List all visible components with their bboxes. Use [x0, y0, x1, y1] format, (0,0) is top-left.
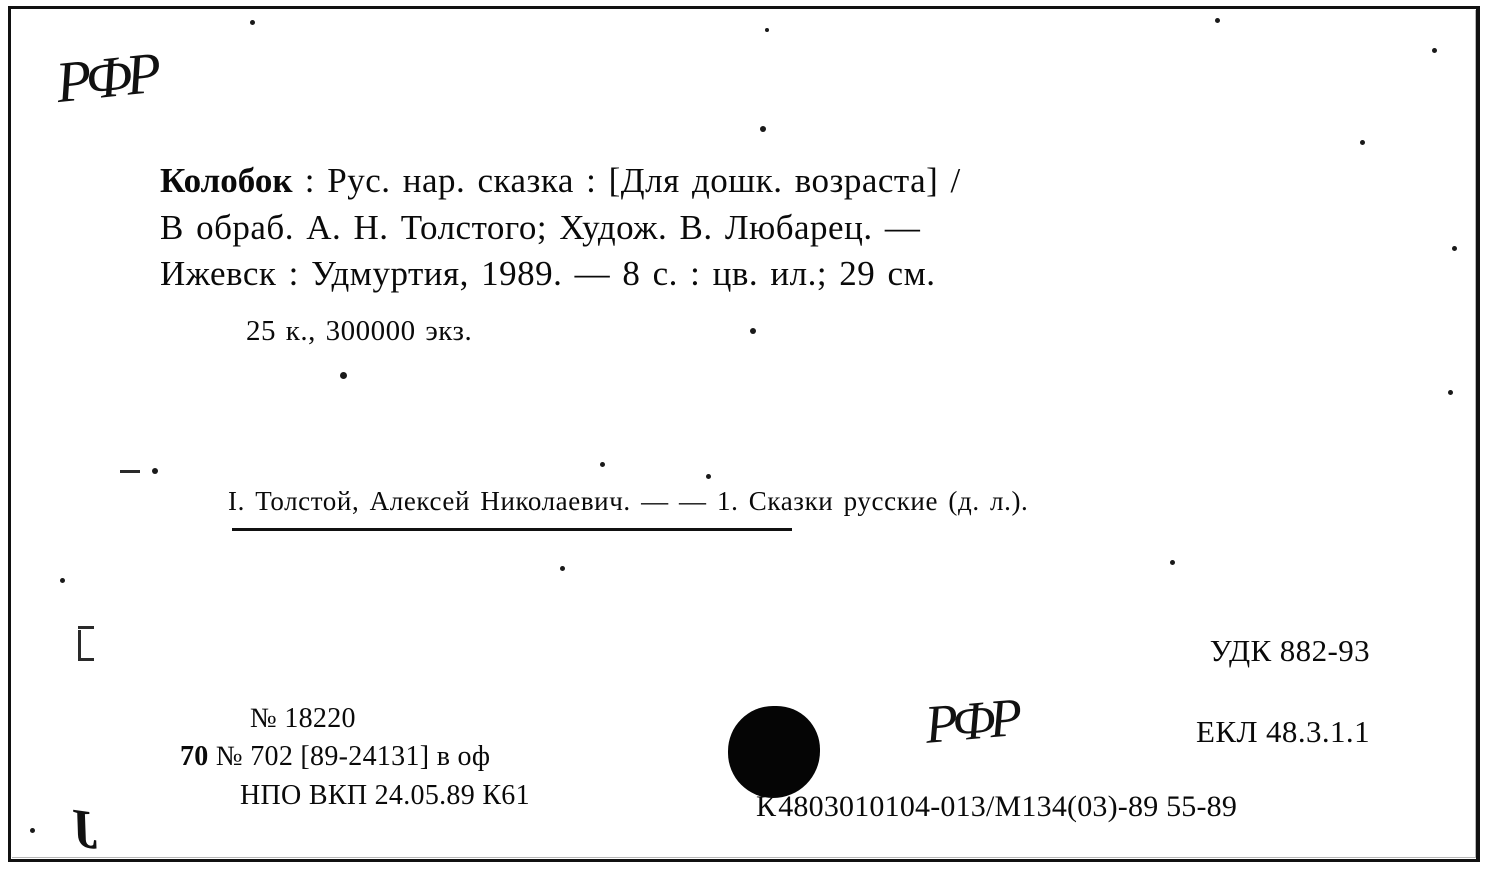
handwritten-mark-top: PФP	[52, 39, 159, 116]
publisher-code-line	[756, 790, 1237, 824]
scan-speck	[60, 578, 65, 583]
scan-speck	[600, 462, 605, 467]
scan-speck	[1360, 140, 1365, 145]
imprint-line-2-rest: № 702 [89-24131] в оф	[208, 741, 491, 773]
handwritten-mark-middle: PФP	[922, 687, 1019, 755]
ink-blob-stamp	[728, 706, 820, 798]
book-title: Колобок	[160, 161, 293, 200]
biblio-line-1	[160, 158, 1360, 205]
book-title-statement: : Рус. нар. сказка : [Для дошк. возраста] /	[292, 161, 961, 200]
bibliographic-description	[160, 158, 1360, 298]
imprint-line-2	[180, 738, 530, 776]
scan-mark	[78, 626, 94, 629]
handwritten-mark-bottom: J	[67, 797, 104, 861]
price-and-print-run: 25 к., 300000 экз.	[246, 315, 473, 347]
tracing-line: I. Толстой, Алексей Николаевич. — — 1. Сказки русские (д. л.).	[228, 486, 1029, 516]
scan-speck	[760, 126, 766, 132]
tracing-underline	[232, 528, 792, 531]
scan-speck	[1452, 246, 1457, 251]
scan-speck	[765, 28, 769, 32]
imprint-line-3: НПО ВКП 24.05.89 К61	[240, 779, 530, 811]
scan-speck	[152, 468, 158, 474]
biblio-line-3: Ижевск : Удмуртия, 1989. — 8 с. : цв. ил.; 29 см.	[160, 254, 936, 294]
scan-speck	[1215, 18, 1220, 23]
imprint-block	[180, 700, 530, 815]
scan-speck	[706, 474, 711, 479]
imprint-line-1: № 18220	[250, 703, 356, 734]
scan-speck	[560, 566, 565, 571]
scan-mark	[120, 470, 140, 473]
scan-speck	[250, 20, 255, 25]
scan-speck	[340, 372, 347, 379]
udc-number: УДК 882-93	[1209, 633, 1370, 668]
publisher-code-prefix: К	[756, 790, 777, 823]
scan-speck	[1170, 560, 1175, 565]
ekl-number: ЕКЛ 48.3.1.1	[1196, 714, 1370, 749]
scan-speck	[30, 828, 35, 833]
scan-speck	[750, 328, 756, 334]
scan-speck	[1448, 390, 1453, 395]
biblio-line-2: В обраб. А. Н. Толстого; Худож. В. Любарец. —	[160, 207, 921, 247]
scan-speck	[1432, 48, 1437, 53]
publisher-code-value: 4803010104-013/М134(03)-89 55-89	[778, 790, 1238, 823]
imprint-line-2-prefix: 70	[180, 741, 209, 773]
scan-mark	[78, 658, 94, 661]
scan-mark	[78, 630, 81, 660]
